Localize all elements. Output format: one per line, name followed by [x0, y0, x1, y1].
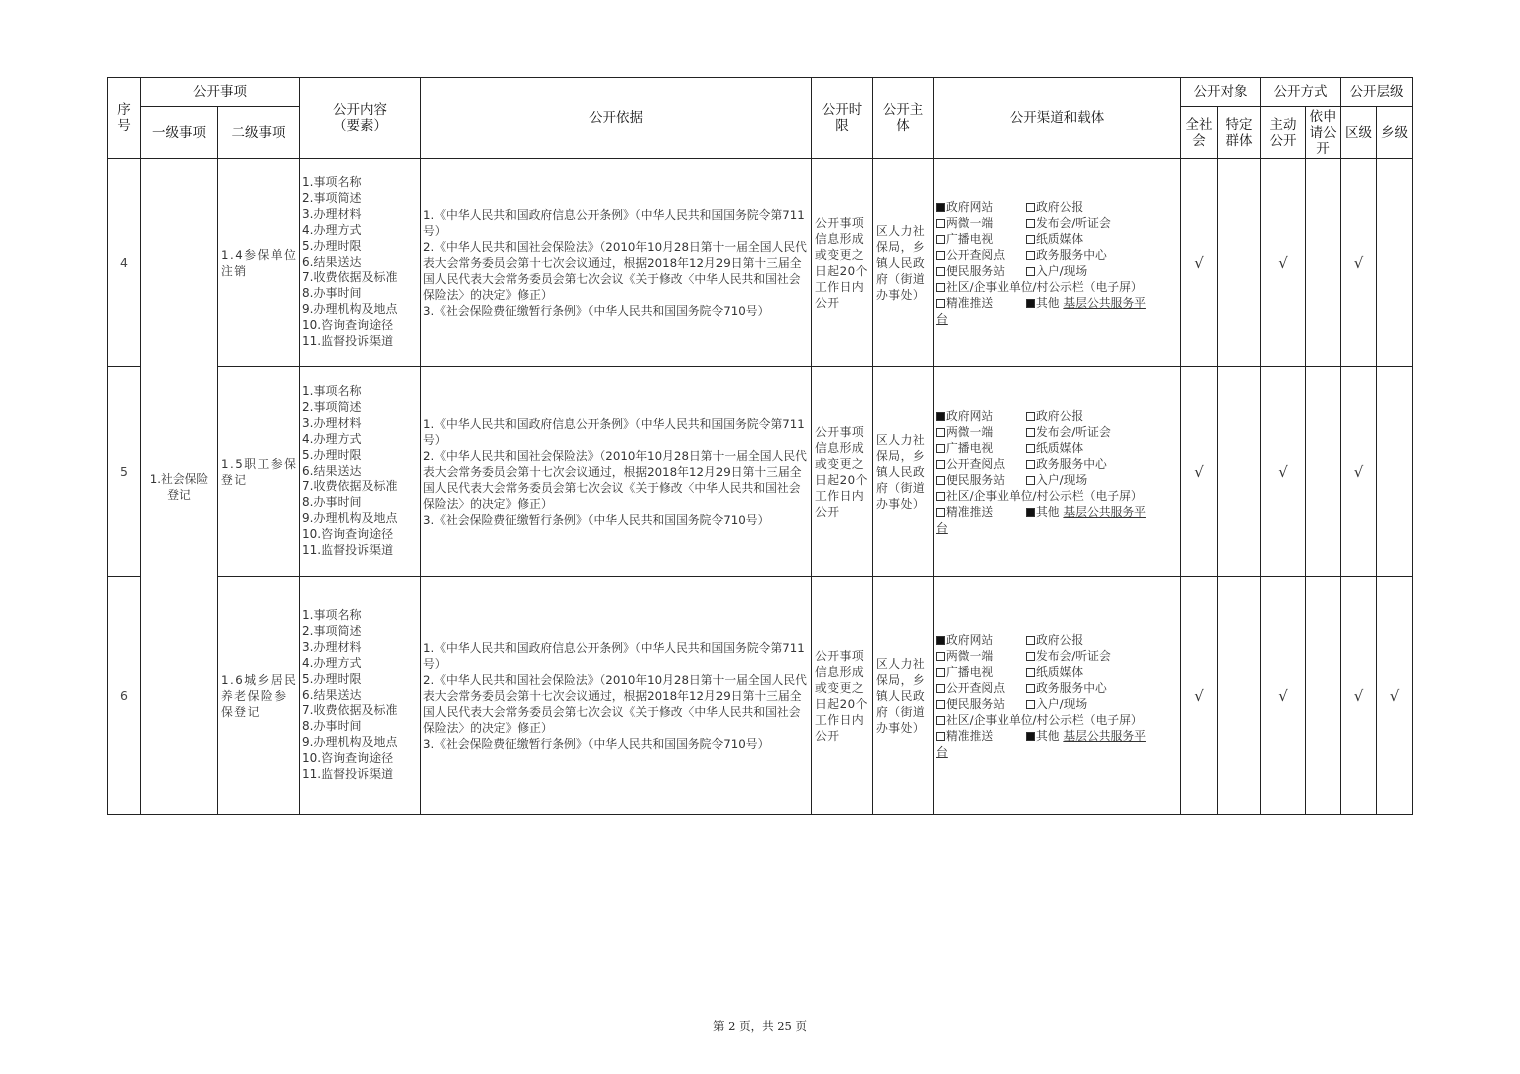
- method-apply-mark: [1306, 159, 1341, 367]
- audience-specific-mark: [1218, 577, 1261, 815]
- checkbox-icon: [936, 283, 945, 292]
- header-seq: 序号: [108, 78, 141, 159]
- checkbox-icon: [936, 235, 945, 244]
- checkbox-checked-icon: [936, 412, 945, 421]
- header-public-matter: 公开事项: [141, 78, 300, 107]
- level-township-mark: [1377, 159, 1413, 367]
- header-basis: 公开依据: [421, 78, 812, 159]
- checkbox-icon: [1026, 203, 1035, 212]
- checkbox-icon: [936, 700, 945, 709]
- checkbox-icon: [1026, 700, 1035, 709]
- checkbox-icon: [1026, 428, 1035, 437]
- content-list: 1.事项名称 2.事项简述 3.办理材料 4.办理方式 5.办理时限 6.结果送达 7.收费依据及标准 8.办事时间 9.办理机构及地点 10.咨询查询途径 11.监督投诉渠道: [300, 159, 421, 367]
- content-list: 1.事项名称 2.事项简述 3.办理材料 4.办理方式 5.办理时限 6.结果送达 7.收费依据及标准 8.办事时间 9.办理机构及地点 10.咨询查询途径 11.监督投诉渠道: [300, 367, 421, 577]
- checkbox-icon: [1026, 251, 1035, 260]
- checkbox-checked-icon: [936, 203, 945, 212]
- time-limit: 公开事项信息形成或变更之日起20个工作日内公开: [812, 367, 873, 577]
- checkbox-icon: [1026, 460, 1035, 469]
- table-row: [108, 159, 1413, 367]
- table-row: [108, 577, 1413, 815]
- subject: 区人力社保局，乡镇人民政府（街道办事处）: [873, 577, 934, 815]
- header-content: 公开内容（要素）: [300, 78, 421, 159]
- checkbox-icon: [1026, 267, 1035, 276]
- audience-all-mark: √: [1181, 159, 1218, 367]
- header-level-district: 区级: [1341, 107, 1377, 159]
- level-township-mark: √: [1377, 577, 1413, 815]
- header-audience-all: 全社会: [1181, 107, 1218, 159]
- table-row: [108, 367, 1413, 577]
- method-active-mark: √: [1261, 577, 1306, 815]
- method-apply-mark: [1306, 367, 1341, 577]
- basis-text: 1.《中华人民共和国政府信息公开条例》（中华人民共和国国务院令第711号） 2.《中华人民共和国社会保险法》（2010年10月28日第十一届全国人民代表大会常务委员会第十七次会议通过，根据2018年12月29日第十三届全国人民代表大会常务委员会第七次会议《关于修改〈中华人民共和国社会保险法〉的决定》修正） 3.《社会保险费征缴暂行条例》（中华人民共和国国务院令710号）: [421, 159, 812, 367]
- time-limit: 公开事项信息形成或变更之日起20个工作日内公开: [812, 159, 873, 367]
- header-level: 公开层级: [1341, 78, 1413, 107]
- level-district-mark: √: [1341, 367, 1377, 577]
- method-active-mark: √: [1261, 367, 1306, 577]
- audience-all-mark: √: [1181, 367, 1218, 577]
- checkbox-icon: [1026, 652, 1035, 661]
- time-limit: 公开事项信息形成或变更之日起20个工作日内公开: [812, 577, 873, 815]
- header-audience-specific: 特定群体: [1218, 107, 1261, 159]
- checkbox-icon: [936, 460, 945, 469]
- level-district-mark: √: [1341, 159, 1377, 367]
- checkbox-checked-icon: [1026, 732, 1035, 741]
- checkbox-icon: [1026, 219, 1035, 228]
- level2-item: 1.6城乡居民养老保险参保登记: [218, 577, 300, 815]
- channel-list: 政府网站 政府公报 两微一端 发布会/听证会 广播电视 纸质媒体 公开查阅点 政务服务中心 便民服务站 入户/现场 社区/企事业单位/村公示栏（电子屏） 精准推送 其他 基层公共服务平 台: [934, 577, 1181, 815]
- basis-text: 1.《中华人民共和国政府信息公开条例》（中华人民共和国国务院令第711号） 2.《中华人民共和国社会保险法》（2010年10月28日第十一届全国人民代表大会常务委员会第十七次会议通过，根据2018年12月29日第十三届全国人民代表大会常务委员会第七次会议《关于修改〈中华人民共和国社会保险法〉的决定》修正） 3.《社会保险费征缴暂行条例》（中华人民共和国国务院令710号）: [421, 367, 812, 577]
- checkbox-icon: [1026, 668, 1035, 677]
- checkbox-icon: [936, 476, 945, 485]
- level-district-mark: √: [1341, 577, 1377, 815]
- level2-item: 1.4参保单位注销: [218, 159, 300, 367]
- row-seq: 6: [108, 577, 141, 815]
- header-subject: 公开主体: [873, 78, 934, 159]
- audience-all-mark: √: [1181, 577, 1218, 815]
- row-seq: 5: [108, 367, 141, 577]
- page-footer: 第 2 页，共 25 页: [712, 1019, 808, 1033]
- header-method-apply: 依申请公开: [1306, 107, 1341, 159]
- basis-text: 1.《中华人民共和国政府信息公开条例》（中华人民共和国国务院令第711号） 2.《中华人民共和国社会保险法》（2010年10月28日第十一届全国人民代表大会常务委员会第十七次会议通过，根据2018年12月29日第十三届全国人民代表大会常务委员会第七次会议《关于修改〈中华人民共和国社会保险法〉的决定》修正） 3.《社会保险费征缴暂行条例》（中华人民共和国国务院令710号）: [421, 577, 812, 815]
- checkbox-icon: [1026, 235, 1035, 244]
- level2-item: 1.5职工参保登记: [218, 367, 300, 577]
- checkbox-icon: [936, 684, 945, 693]
- disclosure-table: [107, 77, 1413, 815]
- checkbox-checked-icon: [936, 636, 945, 645]
- header-time-limit: 公开时限: [812, 78, 873, 159]
- header-method-active: 主动公开: [1261, 107, 1306, 159]
- method-active-mark: √: [1261, 159, 1306, 367]
- checkbox-icon: [1026, 636, 1035, 645]
- checkbox-icon: [936, 444, 945, 453]
- level-township-mark: [1377, 367, 1413, 577]
- checkbox-icon: [936, 428, 945, 437]
- method-apply-mark: [1306, 577, 1341, 815]
- checkbox-icon: [936, 219, 945, 228]
- checkbox-icon: [936, 299, 945, 308]
- content-list: 1.事项名称 2.事项简述 3.办理材料 4.办理方式 5.办理时限 6.结果送达 7.收费依据及标准 8.办事时间 9.办理机构及地点 10.咨询查询途径 11.监督投诉渠道: [300, 577, 421, 815]
- header-level2: 二级事项: [218, 107, 300, 159]
- checkbox-icon: [936, 652, 945, 661]
- channel-list: 政府网站 政府公报 两微一端 发布会/听证会 广播电视 纸质媒体 公开查阅点 政务服务中心 便民服务站 入户/现场 社区/企事业单位/村公示栏（电子屏） 精准推送 其他 基层公共服务平 台: [934, 159, 1181, 367]
- subject: 区人力社保局，乡镇人民政府（街道办事处）: [873, 367, 934, 577]
- checkbox-icon: [936, 668, 945, 677]
- checkbox-icon: [1026, 412, 1035, 421]
- header-level1: 一级事项: [141, 107, 218, 159]
- header-method: 公开方式: [1261, 78, 1341, 107]
- checkbox-icon: [936, 732, 945, 741]
- channel-list: 政府网站 政府公报 两微一端 发布会/听证会 广播电视 纸质媒体 公开查阅点 政务服务中心 便民服务站 入户/现场 社区/企事业单位/村公示栏（电子屏） 精准推送 其他 基层公共服务平 台: [934, 367, 1181, 577]
- row-seq: 4: [108, 159, 141, 367]
- checkbox-icon: [1026, 684, 1035, 693]
- checkbox-checked-icon: [1026, 508, 1035, 517]
- audience-specific-mark: [1218, 159, 1261, 367]
- checkbox-checked-icon: [1026, 299, 1035, 308]
- checkbox-icon: [936, 251, 945, 260]
- subject: 区人力社保局，乡镇人民政府（街道办事处）: [873, 159, 934, 367]
- header-audience: 公开对象: [1181, 78, 1261, 107]
- checkbox-icon: [936, 492, 945, 501]
- checkbox-icon: [1026, 476, 1035, 485]
- header-level-township: 乡级: [1377, 107, 1413, 159]
- checkbox-icon: [936, 508, 945, 517]
- checkbox-icon: [936, 267, 945, 276]
- checkbox-icon: [936, 716, 945, 725]
- header-channel: 公开渠道和载体: [934, 78, 1181, 159]
- level1-item: 1.社会保险登记: [141, 159, 218, 815]
- checkbox-icon: [1026, 444, 1035, 453]
- audience-specific-mark: [1218, 367, 1261, 577]
